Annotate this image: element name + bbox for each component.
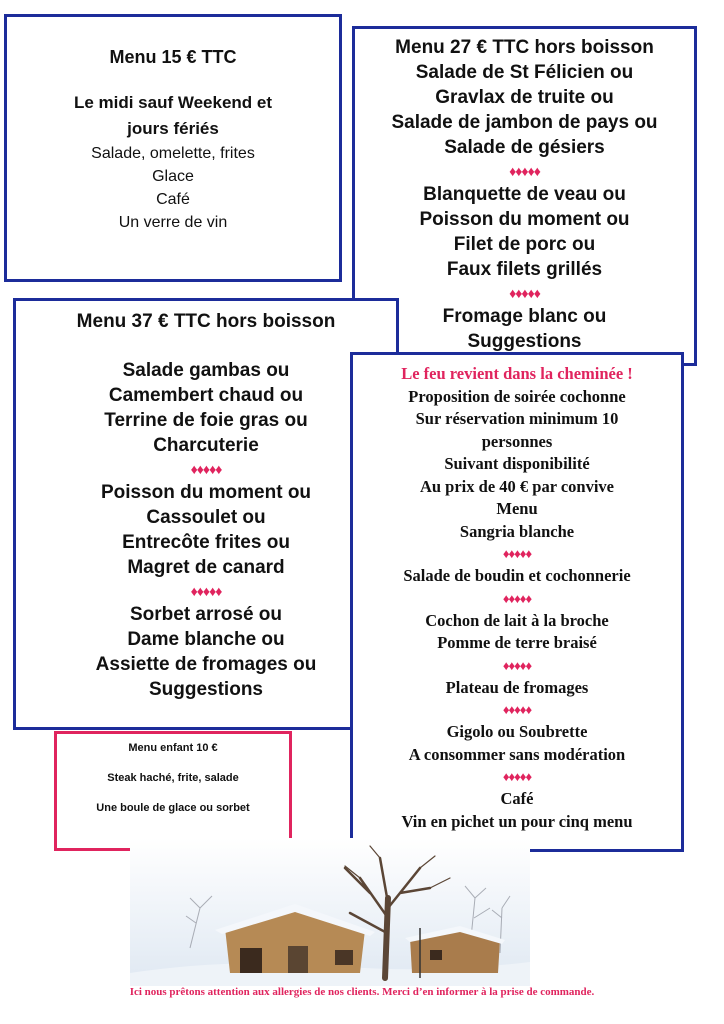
menu-37-dessert: Sorbet arrosé ou (129, 604, 283, 625)
soiree-intro-line: Sur réservation minimum 10 (415, 409, 619, 428)
menu-37-main: Poisson du moment ou (100, 482, 312, 503)
soiree-course-5: Café (500, 789, 534, 808)
menu-15-subtitle-1: Le midi sauf Weekend et (73, 93, 273, 112)
diamond-separator: ♦♦♦♦♦ (502, 702, 532, 717)
soiree-course-1: Salade de boudin et cochonnerie (403, 566, 631, 585)
diamond-separator: ♦♦♦♦♦ (502, 769, 532, 784)
menu-27-starter: Salade de St Félicien ou (415, 62, 634, 83)
menu-37-title: Menu 37 € TTC hors boisson (76, 311, 336, 332)
menu-27-dessert: Fromage blanc ou (442, 306, 607, 327)
menu-enfant-line: Une boule de glace ou sorbet (96, 802, 250, 814)
menu-37-starter: Salade gambas ou (122, 360, 290, 381)
soiree-course-4: A consommer sans modération (408, 744, 626, 764)
menu-enfant-box (54, 731, 292, 851)
menu-37-main: Magret de canard (127, 557, 285, 578)
menu-37-starter: Camembert chaud ou (108, 385, 304, 406)
menu-27-main: Filet de porc ou (453, 234, 596, 255)
soiree-title: Le feu revient dans la cheminée ! (401, 364, 633, 383)
diamond-separator: ♦♦♦♦♦ (190, 583, 222, 599)
allergy-notice: Ici nous prêtons attention aux allergies de nos clients. Merci d’en informer à la prise de commande. (129, 986, 595, 998)
soiree-intro-line: personnes (481, 431, 553, 451)
menu-27-main: Blanquette de veau ou (423, 184, 626, 205)
menu-37-starter: Terrine de foie gras ou (104, 410, 308, 431)
diamond-separator: ♦♦♦♦♦ (502, 546, 532, 561)
menu-37-main: Entrecôte frites ou (122, 532, 290, 553)
diamond-separator: ♦♦♦♦♦ (509, 285, 540, 301)
menu-37-dessert: Assiette de fromages ou (95, 654, 317, 675)
soiree-intro-line: Menu (496, 499, 538, 518)
diamond-separator: ♦♦♦♦♦ (190, 461, 222, 477)
soiree-intro-line: Sangria blanche (459, 521, 575, 541)
menu-15-item: Glace (152, 168, 194, 185)
menu-37-box (13, 298, 399, 730)
menu-27-main: Faux filets grillés (446, 259, 603, 280)
menu-15-subtitle-2: jours fériés (127, 119, 219, 138)
winter-cottage-illustration (130, 838, 530, 986)
menu-27-title: Menu 27 € TTC hors boisson (395, 37, 654, 58)
menu-15-title: Menu 15 € TTC (109, 47, 237, 67)
diamond-separator: ♦♦♦♦♦ (502, 657, 532, 673)
soiree-intro-line: Proposition de soirée cochonne (408, 386, 626, 406)
soiree-intro-line: Suivant disponibilité (444, 454, 590, 473)
menu-37-dessert: Suggestions (148, 679, 263, 700)
diamond-separator: ♦♦♦♦♦ (509, 163, 540, 179)
menu-37-starter: Charcuterie (153, 435, 259, 456)
menu-15-item: Salade, omelette, frites (91, 145, 255, 162)
menu-enfant-line: Steak haché, frite, salade (107, 772, 239, 784)
soiree-cochonne-box (350, 352, 684, 852)
soiree-course-3: Plateau de fromages (445, 677, 589, 697)
menu-15-box (4, 14, 342, 282)
soiree-course-4: Gigolo ou Soubrette (446, 722, 588, 741)
menu-37-dessert: Dame blanche ou (127, 629, 285, 650)
soiree-course-5: Vin en pichet un pour cinq menu (401, 811, 633, 831)
menu-15-item: Café (156, 191, 190, 208)
menu-enfant-title: Menu enfant 10 € (128, 742, 218, 754)
menu-37-main: Cassoulet ou (146, 507, 266, 528)
menu-27-dessert: Suggestions (467, 331, 582, 352)
soiree-intro-line: Au prix de 40 € par convive (419, 476, 615, 496)
diamond-separator: ♦♦♦♦♦ (502, 590, 532, 606)
menu-27-starter: Salade de jambon de pays ou (391, 112, 658, 133)
menu-15-item: Un verre de vin (118, 214, 228, 231)
menu-27-box (352, 26, 697, 366)
menu-27-main: Poisson du moment ou (419, 209, 630, 230)
soiree-course-2: Cochon de lait à la broche (425, 610, 609, 630)
soiree-course-2: Pomme de terre braisé (437, 633, 597, 652)
menu-27-starter: Salade de gésiers (444, 137, 605, 158)
menu-27-starter: Gravlax de truite ou (435, 87, 614, 108)
